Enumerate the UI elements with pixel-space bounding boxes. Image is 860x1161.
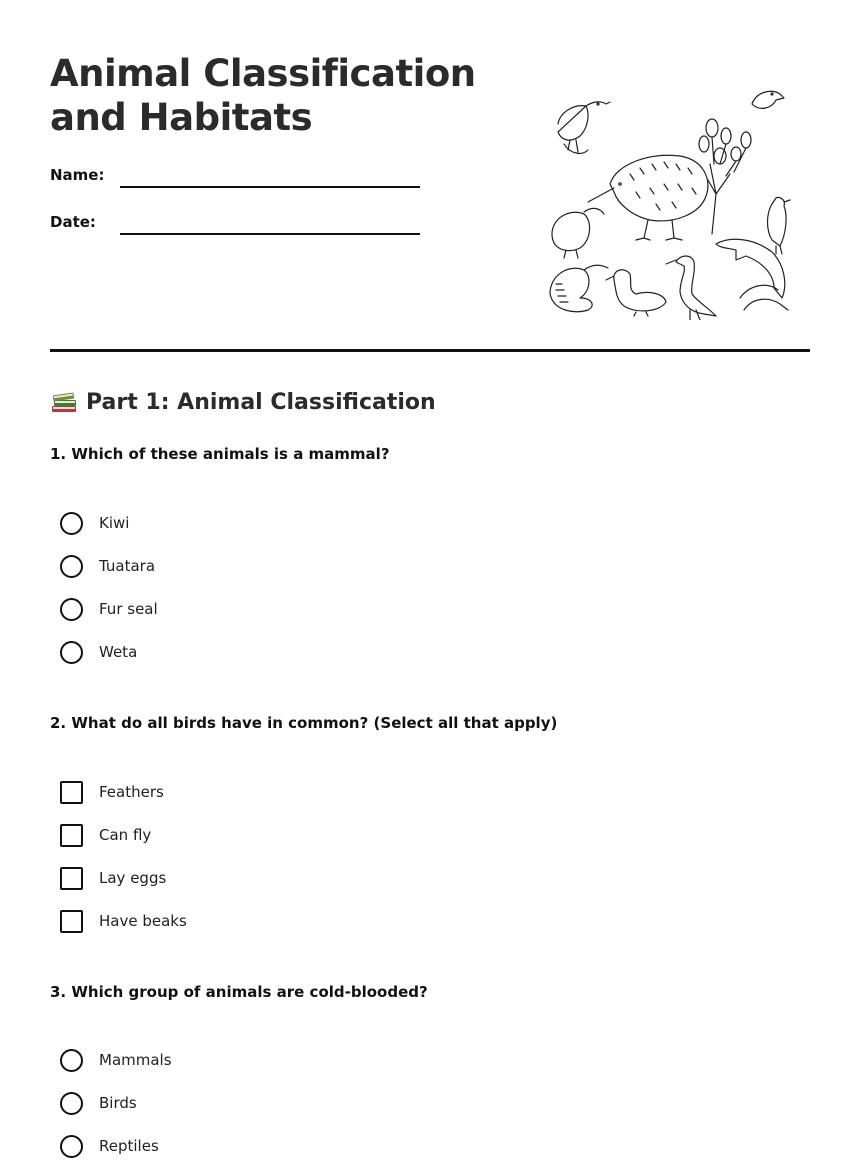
bird-sketch-right [768,197,791,254]
page-title [50,52,530,140]
option-label: Lay eggs [99,869,167,887]
checkbox[interactable] [60,781,83,804]
q2-option-lay-eggs[interactable] [60,866,166,890]
title-line-2: and Habitats [50,96,313,139]
option-label: Tuatara [99,557,156,575]
question-3: 3. Which group of animals are cold-blooded? [50,983,428,1001]
option-label: Mammals [99,1051,172,1069]
radio-button[interactable] [60,598,83,621]
date-field[interactable] [50,213,430,243]
bird-sketch-top-left [558,102,610,154]
q1-option-kiwi[interactable] [60,511,129,535]
q2-option-have-beaks[interactable] [60,909,187,933]
checkbox[interactable] [60,824,83,847]
q3-option-reptiles[interactable] [60,1134,159,1158]
dolphin-sketch [716,239,788,310]
radio-button[interactable] [60,1135,83,1158]
radio-button[interactable] [60,1049,83,1072]
header-divider [50,349,810,352]
option-label: Have beaks [99,912,187,930]
name-field[interactable] [50,166,430,196]
q2-option-feathers[interactable] [60,780,164,804]
option-label: Weta [99,643,138,661]
q3-option-birds[interactable] [60,1091,137,1115]
duck-sketch [606,270,666,316]
radio-button[interactable] [60,555,83,578]
option-label: Fur seal [99,600,158,618]
small-kiwi-sketch [552,208,604,258]
name-input-line[interactable] [120,186,420,188]
name-label: Name: [50,166,105,184]
section-title-part-1 [50,388,436,416]
radio-button[interactable] [60,512,83,535]
option-label: Feathers [99,783,164,801]
books-icon [50,388,78,416]
date-label: Date: [50,213,96,231]
checkbox[interactable] [60,867,83,890]
heron-sketch [666,256,716,320]
title-line-1: Animal Classification [50,52,476,95]
question-2: 2. What do all birds have in common? (Select all that apply) [50,714,558,732]
q3-option-mammals[interactable] [60,1048,172,1072]
q1-option-fur-seal[interactable] [60,597,158,621]
option-label: Birds [99,1094,137,1112]
option-label: Reptiles [99,1137,159,1155]
checkbox[interactable] [60,910,83,933]
q1-option-weta[interactable] [60,640,137,664]
section-title-text: Part 1: Animal Classification [86,389,436,415]
date-input-line[interactable] [120,233,420,235]
q1-option-tuatara[interactable] [60,554,155,578]
tuatara-sketch [550,265,608,312]
option-label: Kiwi [99,514,130,532]
q2-option-can-fly[interactable] [60,823,151,847]
radio-button[interactable] [60,641,83,664]
bird-sketch-top-right [752,91,784,108]
question-1: 1. Which of these animals is a mammal? [50,445,390,463]
option-label: Can fly [99,826,152,844]
kiwi-sketch [588,155,708,240]
radio-button[interactable] [60,1092,83,1115]
native-animals-illustration [540,84,796,320]
